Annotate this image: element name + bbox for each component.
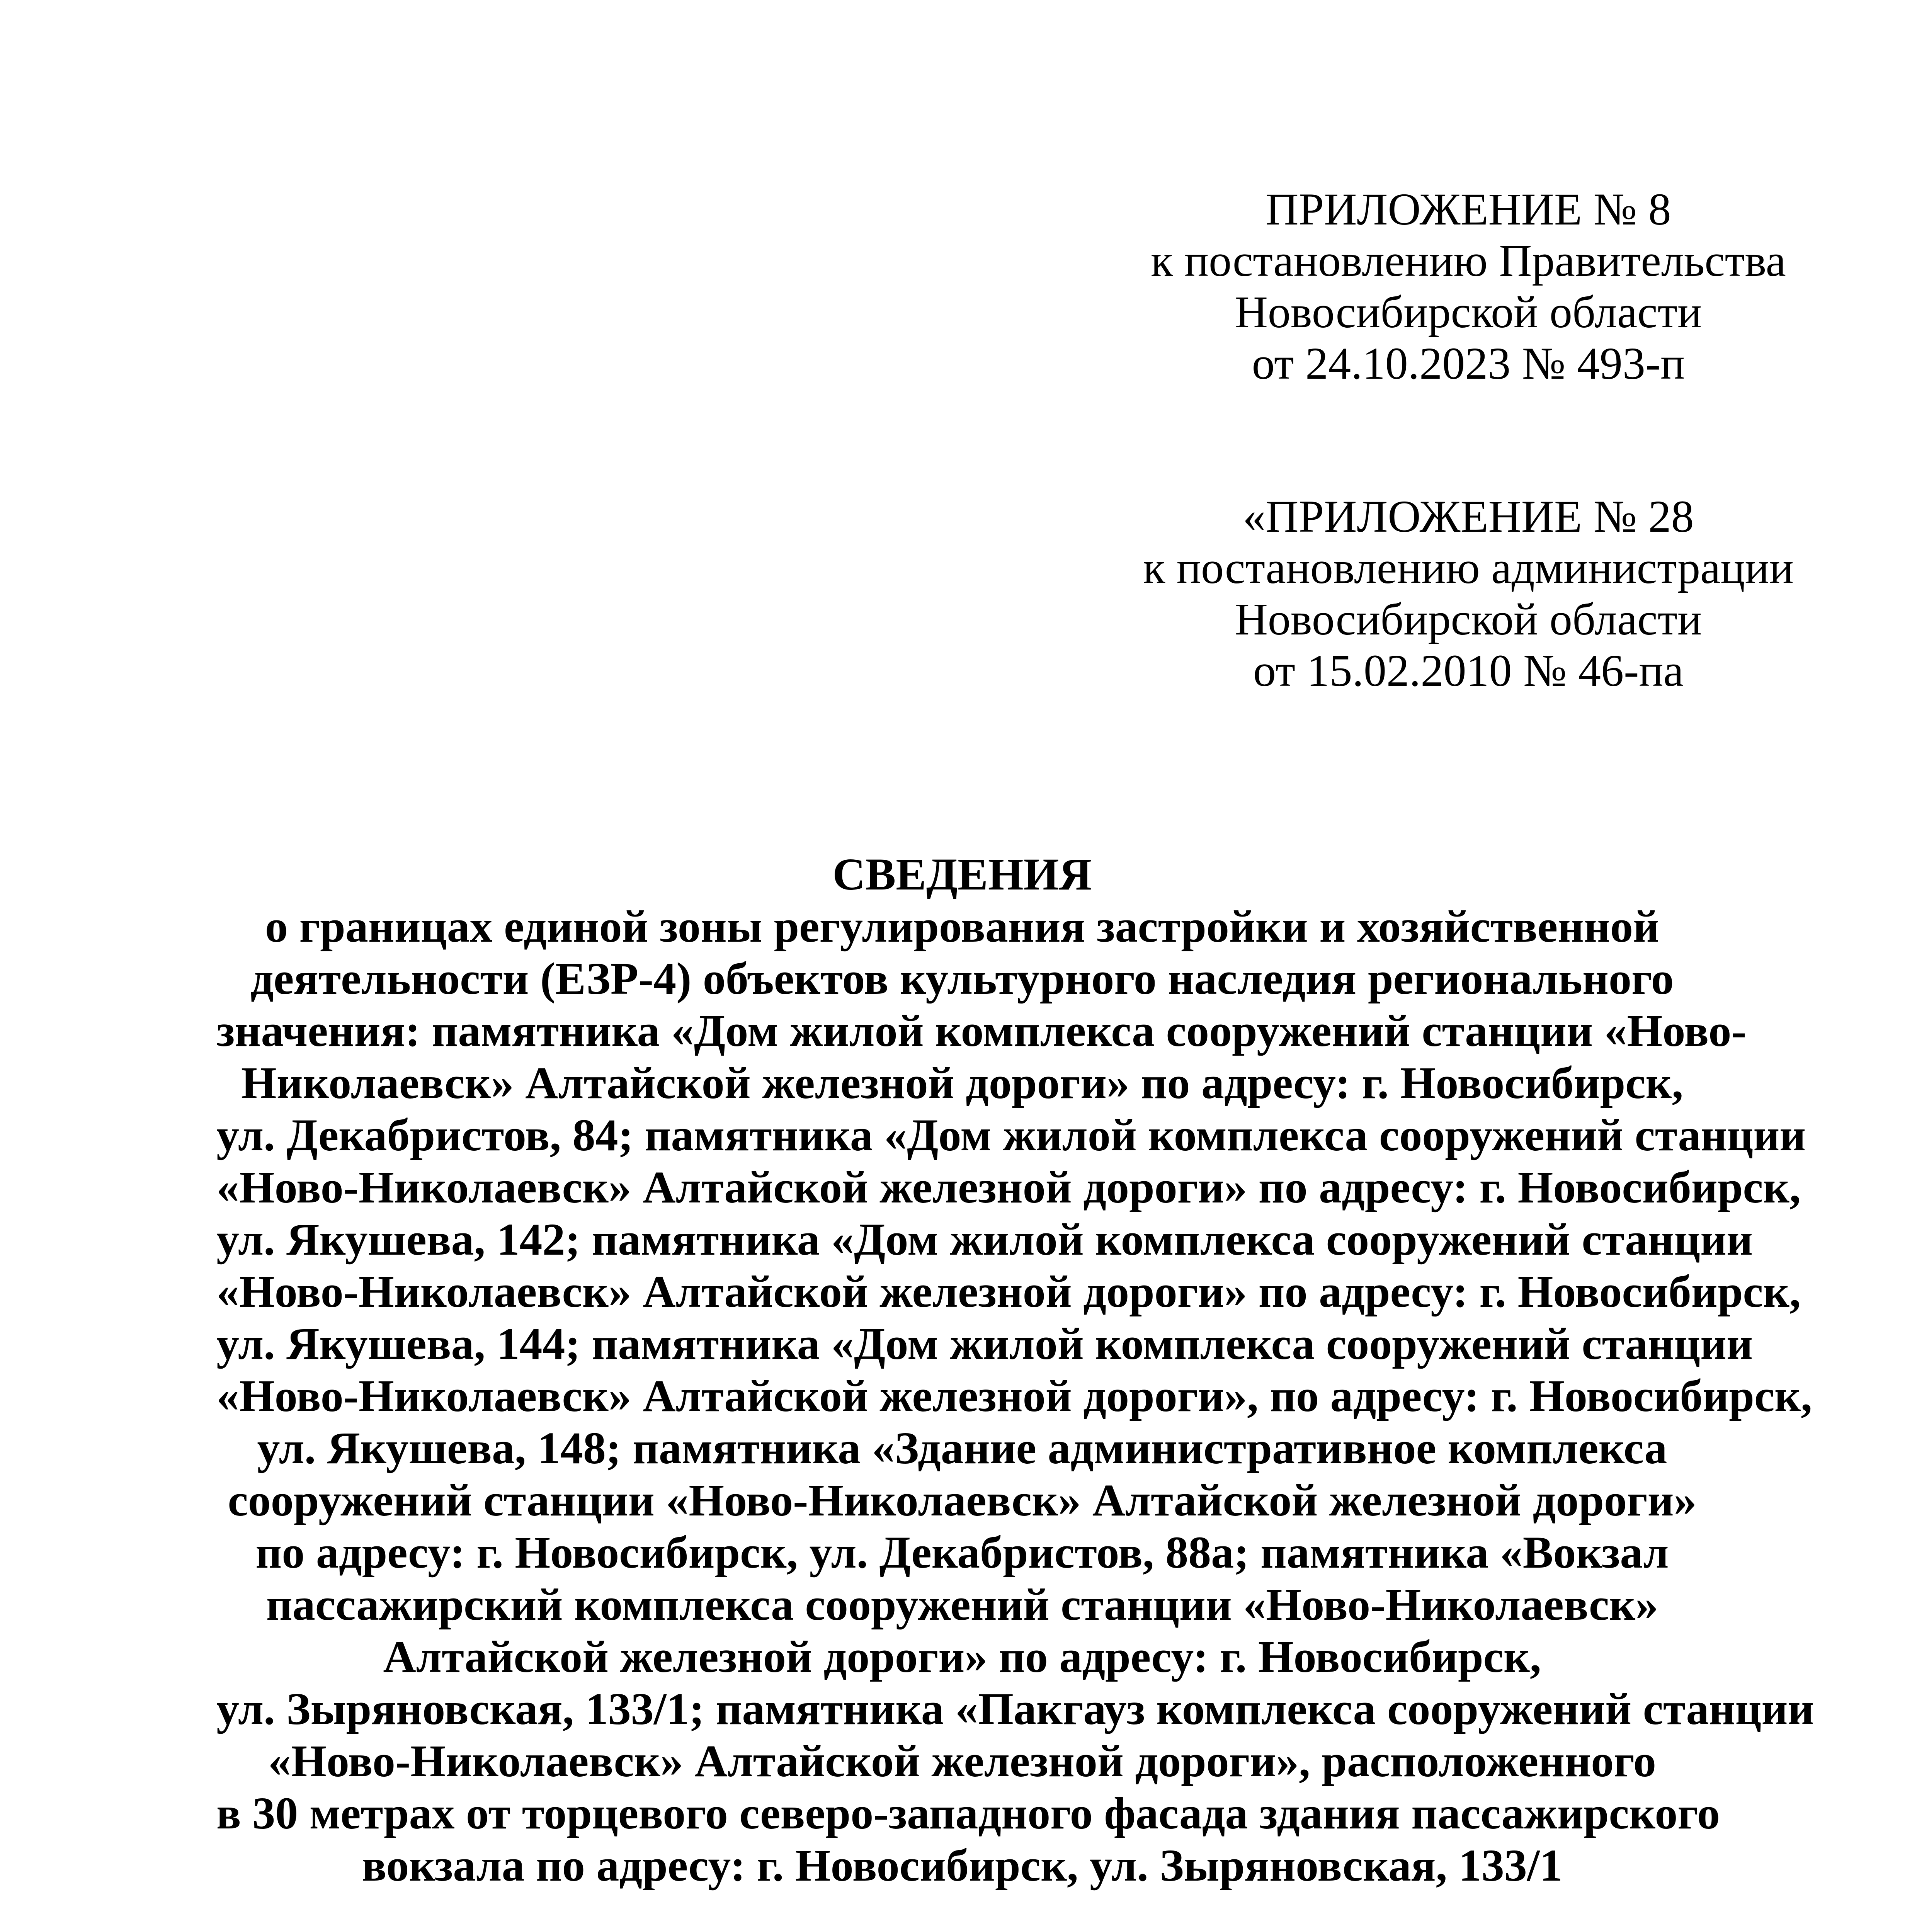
appendix-8-header <box>1121 184 1816 389</box>
title-line: в 30 метрах от торцевого северо-западного фасада здания пассажирского <box>216 1788 1720 1838</box>
appendix-8-line: к постановлению Правительства <box>1151 235 1786 286</box>
title-line: «Ново-Николаевск» Алтайской железной дороги» по адресу: г. Новосибирск, <box>216 1162 1801 1213</box>
title-line: по адресу: г. Новосибирск, ул. Декабристов, 88а; памятника «Вокзал <box>255 1527 1669 1578</box>
appendix-8-line: от 24.10.2023 № 493-п <box>1252 338 1685 389</box>
title-line: сооружений станции «Ново-Николаевск» Алтайской железной дороги» <box>228 1475 1697 1526</box>
appendix-8-line: ПРИЛОЖЕНИЕ № 8 <box>1266 184 1671 235</box>
appendix-28-line: Новосибирской области <box>1235 594 1702 645</box>
appendix-28-line: «ПРИЛОЖЕНИЕ № 28 <box>1243 491 1694 542</box>
title-line: «Ново-Николаевск» Алтайской железной дороги», по адресу: г. Новосибирск, <box>216 1371 1812 1421</box>
title-line: ул. Зыряновская, 133/1; памятника «Пакгауз комплекса сооружений станции <box>216 1684 1814 1734</box>
title-line: ул. Якушева, 142; памятника «Дом жилой комплекса сооружений станции <box>216 1214 1753 1265</box>
appendix-28-header <box>1121 491 1816 696</box>
appendix-28-line: к постановлению администрации <box>1143 543 1794 593</box>
title-line: вокзала по адресу: г. Новосибирск, ул. Зыряновская, 133/1 <box>362 1840 1563 1891</box>
title-heading: СВЕДЕНИЯ <box>832 849 1092 900</box>
appendix-8-line: Новосибирской области <box>1235 287 1702 337</box>
title-line: ул. Декабристов, 84; памятника «Дом жилой комплекса сооружений станции <box>216 1110 1806 1160</box>
document-title <box>216 848 1814 1891</box>
title-line: «Ново-Николаевск» Алтайской железной дороги» по адресу: г. Новосибирск, <box>216 1266 1801 1317</box>
title-line: деятельности (ЕЗР-4) объектов культурного наследия регионального <box>250 953 1674 1004</box>
title-line: ул. Якушева, 148; памятника «Здание административное комплекса <box>257 1423 1667 1473</box>
title-line: Алтайской железной дороги» по адресу: г. Новосибирск, <box>383 1631 1541 1682</box>
title-line: Николаевск» Алтайской железной дороги» по адресу: г. Новосибирск, <box>241 1058 1684 1108</box>
title-line: о границах единой зоны регулирования застройки и хозяйственной <box>265 901 1659 952</box>
title-line: значения: памятника «Дом жилой комплекса сооружений станции «Ново- <box>216 1005 1747 1056</box>
title-line: «Ново-Николаевск» Алтайской железной дороги», расположенного <box>268 1736 1656 1786</box>
title-line: ул. Якушева, 144; памятника «Дом жилой комплекса сооружений станции <box>216 1318 1753 1369</box>
title-line: пассажирский комплекса сооружений станции «Ново-Николаевск» <box>266 1579 1658 1630</box>
appendix-28-line: от 15.02.2010 № 46-па <box>1253 645 1684 696</box>
